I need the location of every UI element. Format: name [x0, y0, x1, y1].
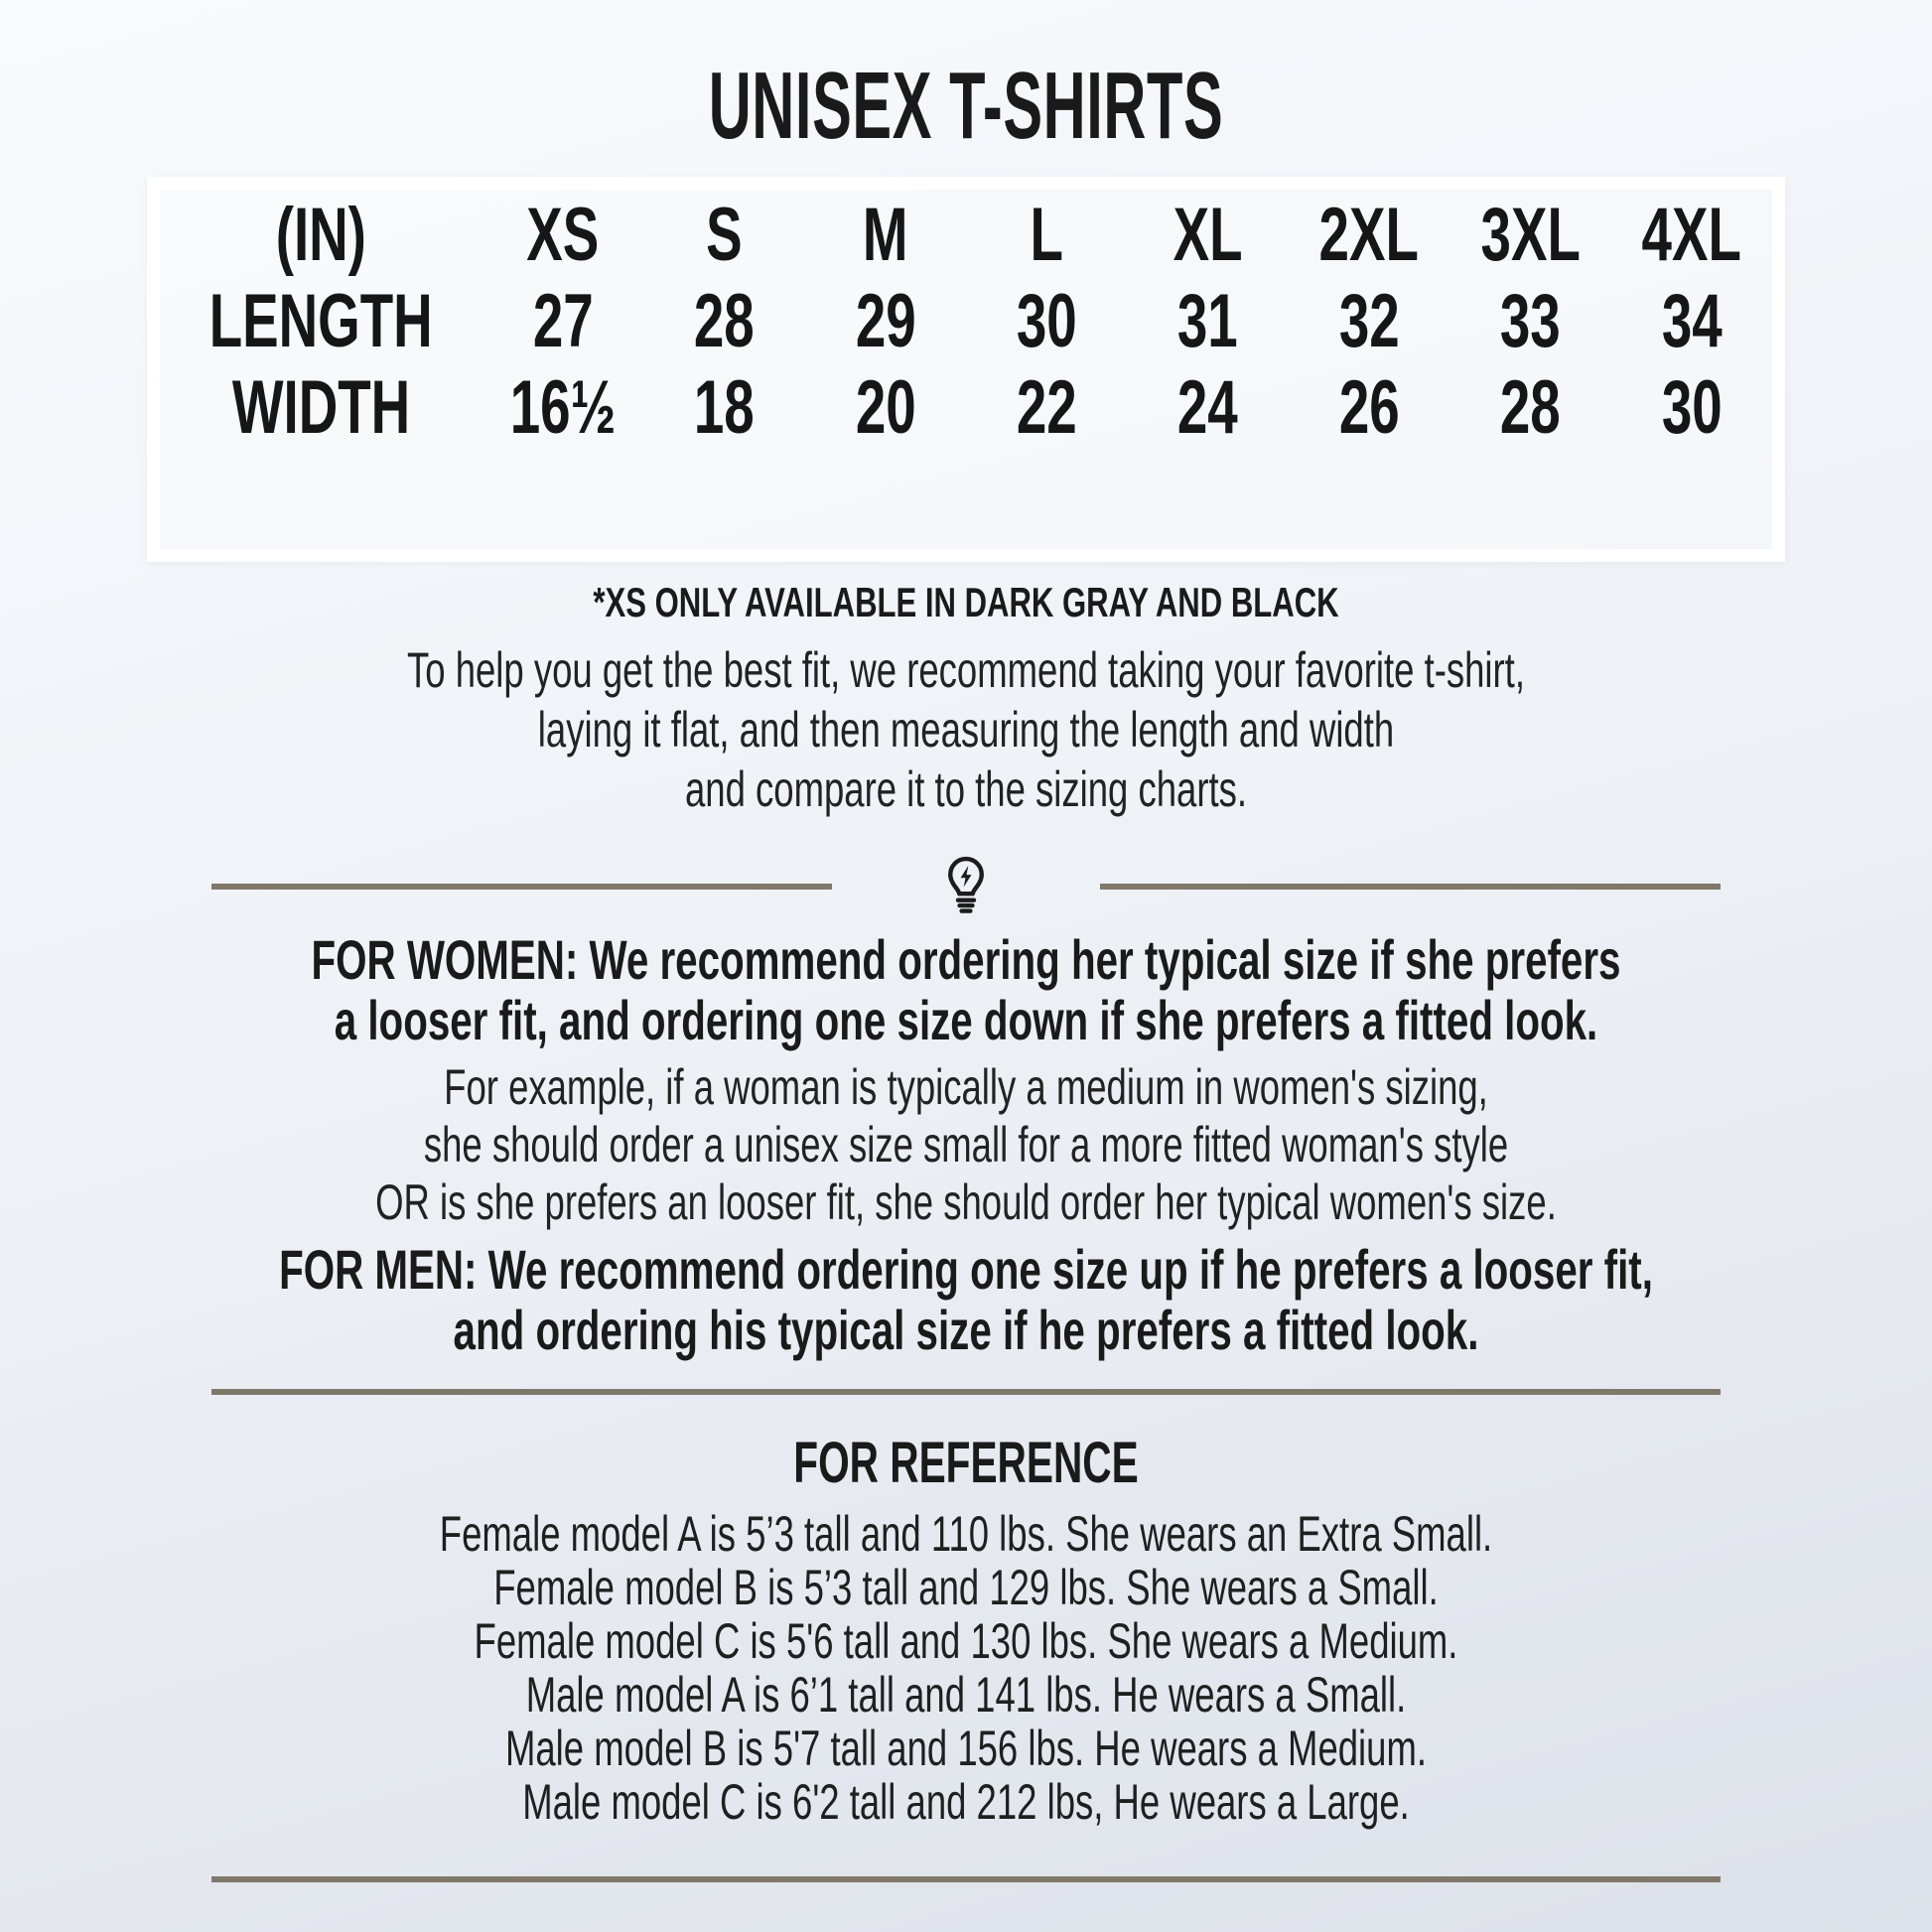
table-cell: 34	[1661, 279, 1723, 363]
row-label-length: LENGTH	[208, 279, 433, 363]
size-table	[160, 192, 1772, 451]
size-header-xs: XS	[526, 193, 600, 277]
table-cell: 28	[1499, 365, 1561, 450]
table-cell: 33	[1499, 279, 1561, 363]
divider-line-right	[1100, 884, 1721, 890]
table-cell: 24	[1177, 365, 1239, 450]
for-women-recommendation	[0, 929, 1932, 1050]
row-label-width: WIDTH	[231, 365, 411, 450]
section-divider	[211, 1389, 1721, 1395]
table-cell: 20	[855, 365, 916, 450]
for-men-line: and ordering his typical size if he prefers a fitted look.	[453, 1299, 1479, 1361]
for-women-line: FOR WOMEN: We recommend ordering her typical size if she prefers	[311, 928, 1621, 991]
for-women-example-line: she should order a unisex size small for a more fitted woman's style	[423, 1117, 1509, 1173]
table-cell: 30	[1661, 365, 1723, 450]
size-table-header-row	[160, 192, 1772, 278]
table-cell: 22	[1016, 365, 1077, 450]
table-cell: 32	[1338, 279, 1400, 363]
for-women-example-line: OR is she prefers an looser fit, she should order her typical women's size.	[375, 1174, 1557, 1230]
size-header-m: M	[862, 193, 908, 277]
table-cell: 31	[1177, 279, 1239, 363]
table-cell: 16½	[509, 365, 617, 450]
size-header-l: L	[1030, 193, 1063, 277]
reference-line: Female model A is 5’3 tall and 110 lbs. She wears an Extra Small.	[439, 1506, 1493, 1562]
bottom-divider	[211, 1876, 1721, 1882]
reference-heading-text: FOR REFERENCE	[793, 1431, 1139, 1495]
size-header-s: S	[706, 193, 743, 277]
size-header-4xl: 4XL	[1641, 193, 1741, 277]
table-cell: 30	[1016, 279, 1077, 363]
width-row	[160, 364, 1772, 451]
for-men-line: FOR MEN: We recommend ordering one size up if he prefers a looser fit,	[279, 1238, 1653, 1301]
length-row	[160, 278, 1772, 364]
unit-header-cell: (IN)	[275, 193, 366, 277]
page-title	[0, 52, 1932, 161]
reference-line: Male model B is 5'7 tall and 156 lbs. He wears a Medium.	[504, 1721, 1428, 1776]
reference-line: Male model C is 6'2 tall and 212 lbs, He wears a Large.	[522, 1774, 1410, 1830]
for-women-line: a looser fit, and ordering one size down if she prefers a fitted look.	[334, 989, 1598, 1051]
for-women-example-line: For example, if a woman is typically a medium in women's sizing,	[444, 1059, 1488, 1115]
lightbulb-icon	[832, 853, 1100, 920]
table-cell: 28	[693, 279, 755, 363]
for-men-recommendation	[0, 1239, 1932, 1360]
fit-intro-line: and compare it to the sizing charts.	[684, 761, 1248, 817]
tip-divider	[211, 839, 1721, 933]
table-cell: 26	[1338, 365, 1400, 450]
size-header-2xl: 2XL	[1318, 193, 1420, 277]
availability-note	[0, 579, 1932, 626]
size-table-frame	[147, 177, 1785, 562]
reference-line: Female model B is 5’3 tall and 129 lbs. She wears a Small.	[493, 1560, 1439, 1615]
fit-intro-line: To help you get the best fit, we recommend taking your favorite t-shirt,	[407, 642, 1525, 698]
table-cell: 18	[693, 365, 755, 450]
divider-line-left	[211, 884, 832, 890]
table-cell: 29	[855, 279, 916, 363]
reference-list	[0, 1507, 1932, 1829]
page-title-text: UNISEX T-SHIRTS	[708, 53, 1224, 159]
fit-intro-paragraph	[0, 640, 1932, 819]
reference-line: Male model A is 6’1 tall and 141 lbs. He wears a Small.	[525, 1667, 1407, 1723]
fit-intro-line: laying it flat, and then measuring the length and width	[537, 702, 1395, 758]
table-cell: 27	[532, 279, 594, 363]
size-header-xl: XL	[1173, 193, 1243, 277]
size-header-3xl: 3XL	[1480, 193, 1581, 277]
for-women-example	[0, 1058, 1932, 1231]
reference-heading	[0, 1430, 1932, 1496]
availability-note-text: *XS ONLY AVAILABLE IN DARK GRAY AND BLACK	[593, 579, 1339, 625]
reference-line: Female model C is 5'6 tall and 130 lbs. She wears a Medium.	[474, 1613, 1458, 1669]
